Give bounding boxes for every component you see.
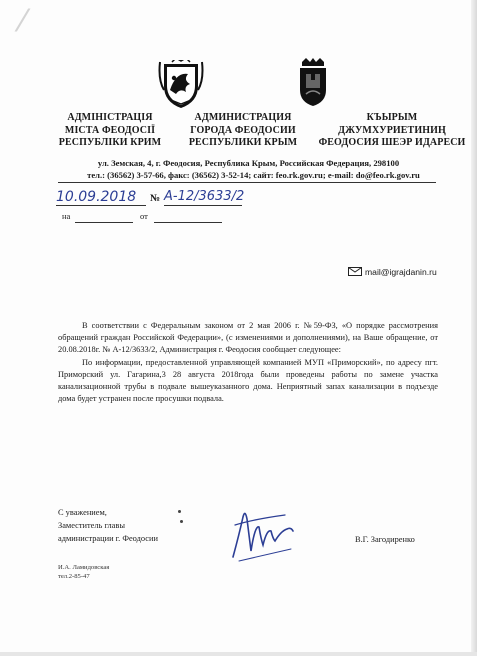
header-divider <box>58 182 436 183</box>
org-line: ДЖУМХУРИЕТИНИҢ <box>338 124 446 136</box>
crimea-coat-of-arms-icon <box>158 60 204 110</box>
on-label: на <box>62 211 71 221</box>
letter-body <box>58 320 438 405</box>
signature-dot <box>180 520 183 523</box>
scan-edge-right <box>471 0 477 656</box>
registration-date: 10.09.2018 <box>56 189 137 205</box>
org-line: РЕСПУБЛІКИ КРИМ <box>58 137 162 148</box>
envelope-icon <box>348 263 362 281</box>
position-line-2: администрации г. Феодосии <box>58 534 158 543</box>
recipient-email-text: mail@igrajdanin.ru <box>365 267 437 277</box>
feodosia-coat-of-arms-icon <box>298 58 328 106</box>
regards-text: С уважением, <box>58 508 107 517</box>
contacts-line: тел.: (36562) 3-57-66, факс: (36562) 3-52-14; сайт: feo.rk.gov.ru; e-mail: do@feo.rk.gov.ru <box>87 170 420 180</box>
executor-phone: тел.2-85-47 <box>58 573 90 580</box>
scan-artifact: ⁄ <box>20 4 26 39</box>
org-line: ФЕОДОСИЯ ШЕЭР ИДАРЕСИ <box>318 137 466 148</box>
executor-name: И.А. Ламидовская <box>58 564 110 571</box>
body-paragraph-1: В соответствии с Федеральным законом от 2 мая 2006 г. №59-ФЗ, «О порядке рассмотрения обращений граждан Российской Федерации», (с изменениями и дополнениями), на Ваше обращение, от 20.08.2018г. № А-12/3633/2, Администрация г. Феодосия сообщает следующее: <box>58 321 438 354</box>
number-underline <box>164 205 242 206</box>
body-paragraph-2: По информации, предоставленной управляющей компанией МУП «Приморский», по адресу пгт. Приморский ул. Гагарина,3 28 августа 2018года были проведены работы по замене участка канализационной трубы в подвале вышеуказанного дома. Неприятный запах канализации в подъезде дома будет устранен после просушки подвала. <box>58 358 438 403</box>
org-line: КЪЫРЫМ <box>366 112 418 123</box>
from-underline <box>154 222 222 223</box>
scan-edge-bottom <box>0 652 477 656</box>
executor-info <box>58 563 109 581</box>
position-line-1: Заместитель главы <box>58 521 125 530</box>
signature-dot <box>178 510 181 513</box>
recipient-email <box>348 263 437 281</box>
org-line: АДМИНИСТРАЦИЯ <box>194 112 292 123</box>
number-sign: № <box>150 193 161 204</box>
org-name-ukrainian <box>40 112 180 150</box>
handwritten-signature <box>225 505 297 570</box>
signature-position <box>58 506 158 545</box>
org-name-crimean-tatar <box>318 112 466 150</box>
org-line: ГОРОДА ФЕОДОСИИ <box>190 124 296 136</box>
org-line: РЕСПУБЛИКИ КРЫМ <box>188 137 298 148</box>
signatory-name: В.Г. Загодиренко <box>355 535 415 544</box>
from-label: от <box>140 211 148 221</box>
address-line: ул. Земская, 4, г. Феодосия, Республика Крым, Российская Федерация, 298100 <box>97 158 400 168</box>
date-underline <box>56 205 146 206</box>
org-name-russian <box>180 112 306 150</box>
on-underline <box>75 222 133 223</box>
registration-number: А-12/3633/2 <box>164 189 245 204</box>
org-line: АДМІНІСТРАЦІЯ <box>67 112 153 123</box>
org-line: МІСТА ФЕОДОСІЇ <box>64 124 156 136</box>
